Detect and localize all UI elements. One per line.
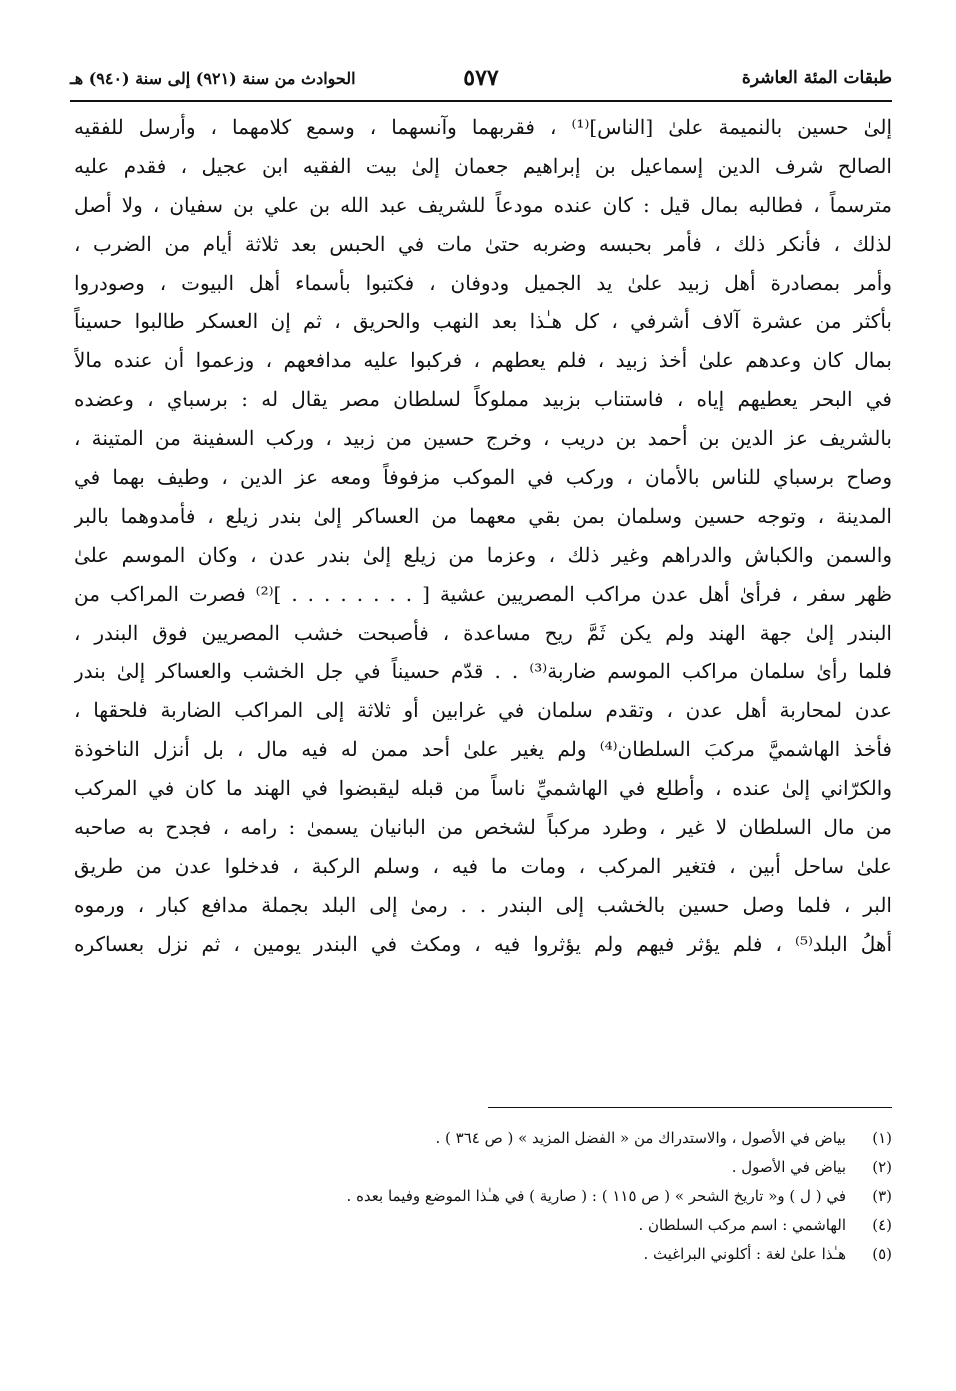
text-line: البندر إلىٰ جهة الهند ولم يكن ثَمَّ ريح مساعدة ، فأصبحت خشب المصريين فوق البندر ، — [74, 620, 892, 645]
page-number: ٥٧٧ — [463, 65, 499, 91]
footnote-number: (٥) — [872, 1245, 892, 1263]
text-line: وصاح برسباي للناس بالأمان ، وركب في الموكب مزفوفاً ومعه عز الدين ، وطيف بهما في — [74, 465, 892, 490]
text-line: والسمن والكباش والدراهم وغير ذلك ، وعزما من زيلع إلىٰ بندر عدن ، وكان الموسم علىٰ — [74, 542, 892, 567]
footnote-text: بياض في الأصول ، والاستدراك من « الفضل المزيد » ( ص ٣٦٤ ) . — [435, 1129, 846, 1147]
text-line: إلىٰ حسين بالنميمة علىٰ [الناس]⁽¹⁾ ، فقربهما وآنسهما ، وسمع كلامهما ، وأرسل للفقيه — [74, 115, 892, 139]
footnote — [200, 1240, 892, 1269]
footnote-number: (٣) — [872, 1187, 892, 1205]
footnote-text: الهاشمي : اسم مركب السلطان . — [638, 1216, 846, 1234]
text-line: ظهر سفر ، فرأىٰ أهل عدن مراكب المصريين عشية [ . . . . . . . . ]⁽²⁾ فصرت المراكب من — [74, 581, 892, 606]
footnote — [200, 1182, 892, 1211]
text-line: أهلُ البلد⁽⁵⁾ ، فلم يؤثر فيهم ولم يؤثروا فيه ، ومكث في البندر يومين ، ثم نزل بعساكره — [74, 931, 892, 956]
text-line: والكرّاني إلىٰ عنده ، وأطلع في الهاشميِّ ناساً من قبله ليقبضوا في الهند ما كان في المركب — [74, 776, 892, 801]
header-rule — [70, 100, 892, 102]
text-line: من مال السلطان لا غير ، وطرد مركباً لشخص من البانيان يسمىٰ : رامه ، فجدح به صاحبه — [74, 815, 892, 840]
text-line: الصالح شرف الدين إسماعيل بن إبراهيم جعمان إلىٰ بيت الفقيه ابن عجيل ، فقدم عليه — [74, 153, 892, 178]
footnote-number: (٢) — [872, 1158, 892, 1176]
book-title: طبقات المئة العاشرة — [741, 68, 892, 88]
text-line: وأمر بمصادرة أهل زبيد علىٰ يد الجميل ودوفان ، فكتبوا بأسماء أهل البيوت ، وصودروا — [74, 270, 892, 295]
text-line: البر ، فلما وصل حسين بالخشب إلى البندر . . رمىٰ إلى البلد بجملة مدافع كبار ، ورموه — [74, 892, 892, 917]
footnote-text: بياض في الأصول . — [731, 1158, 846, 1176]
text-line: فلما رأىٰ سلمان مراكب الموسم ضاربة⁽³⁾ . . قدّم حسيناً في جل الخشب والعساكر إلىٰ بندر — [74, 659, 892, 684]
text-line: بأكثر من عشرة آلاف أشرفي ، كل هـٰذا بعد النهب والحريق ، ثم إن العسكر طالبوا حسيناً — [74, 309, 892, 334]
main-text — [74, 108, 892, 964]
text-line: بمال كان وعدهم علىٰ أخذ زبيد ، فلم يعطهم ، فركبوا عليه مدافعهم ، وزعموا أن عنده مالاً — [74, 348, 892, 373]
footnote-rule — [488, 1107, 892, 1108]
text-line: علىٰ ساحل أبين ، فتغير المركب ، ومات ما فيه ، وسلم الركبة ، فدخلوا عدن من طريق — [74, 853, 892, 878]
footnote-number: (٤) — [872, 1216, 892, 1234]
footnote — [200, 1153, 892, 1182]
section-range: الحوادث من سنة (٩٢١) إلى سنة (٩٤٠) هـ — [70, 68, 356, 88]
footnotes — [200, 1124, 892, 1269]
text-line: مترسماً ، فطالبه بمال قيل : كان عنده مودعاً للشريف عبد الله بن علي بن سفيان ، ولا أصل — [74, 192, 892, 217]
text-line: المدينة ، وتوجه حسين وسلمان بمن بقي معهما من العساكر إلىٰ بندر زيلع ، فأمدوهما بالبر — [74, 503, 892, 528]
footnote — [200, 1124, 892, 1153]
footnote-text: في ( ل ) و« تاريخ الشحر » ( ص ١١٥ ) : ( صارية ) في هـٰذا الموضع وفيما بعده . — [346, 1187, 846, 1205]
footnote — [200, 1211, 892, 1240]
text-line: في البحر يعطيهم إياه ، فاستناب بزبيد مملوكاً لسلطان مصر يقال له : برسباي ، وعضده — [74, 387, 892, 412]
footnote-text: هـٰذا علىٰ لغة : أكلوني البراغيث . — [643, 1245, 846, 1263]
text-line: فأخذ الهاشميَّ مركبَ السلطان⁽⁴⁾ ولم يغير علىٰ أحد ممن له فيه مال ، بل أنزل الناخوذة — [74, 737, 892, 762]
running-header — [70, 58, 892, 98]
text-line: عدن لمحاربة أهل عدن ، وتقدم سلمان في غرابين أو ثلاثة إلى المراكب الضاربة فلحقها ، — [74, 698, 892, 723]
footnote-number: (١) — [872, 1129, 892, 1147]
text-line: لذلك ، فأنكر ذلك ، فأمر بحبسه وضربه حتىٰ مات في الحبس بعد ثلاثة أيام من الضرب ، — [74, 231, 892, 256]
text-line: بالشريف عز الدين بن أحمد بن دريب ، وخرج حسين من زبيد ، وركب السفينة من المتينة ، — [74, 426, 892, 451]
